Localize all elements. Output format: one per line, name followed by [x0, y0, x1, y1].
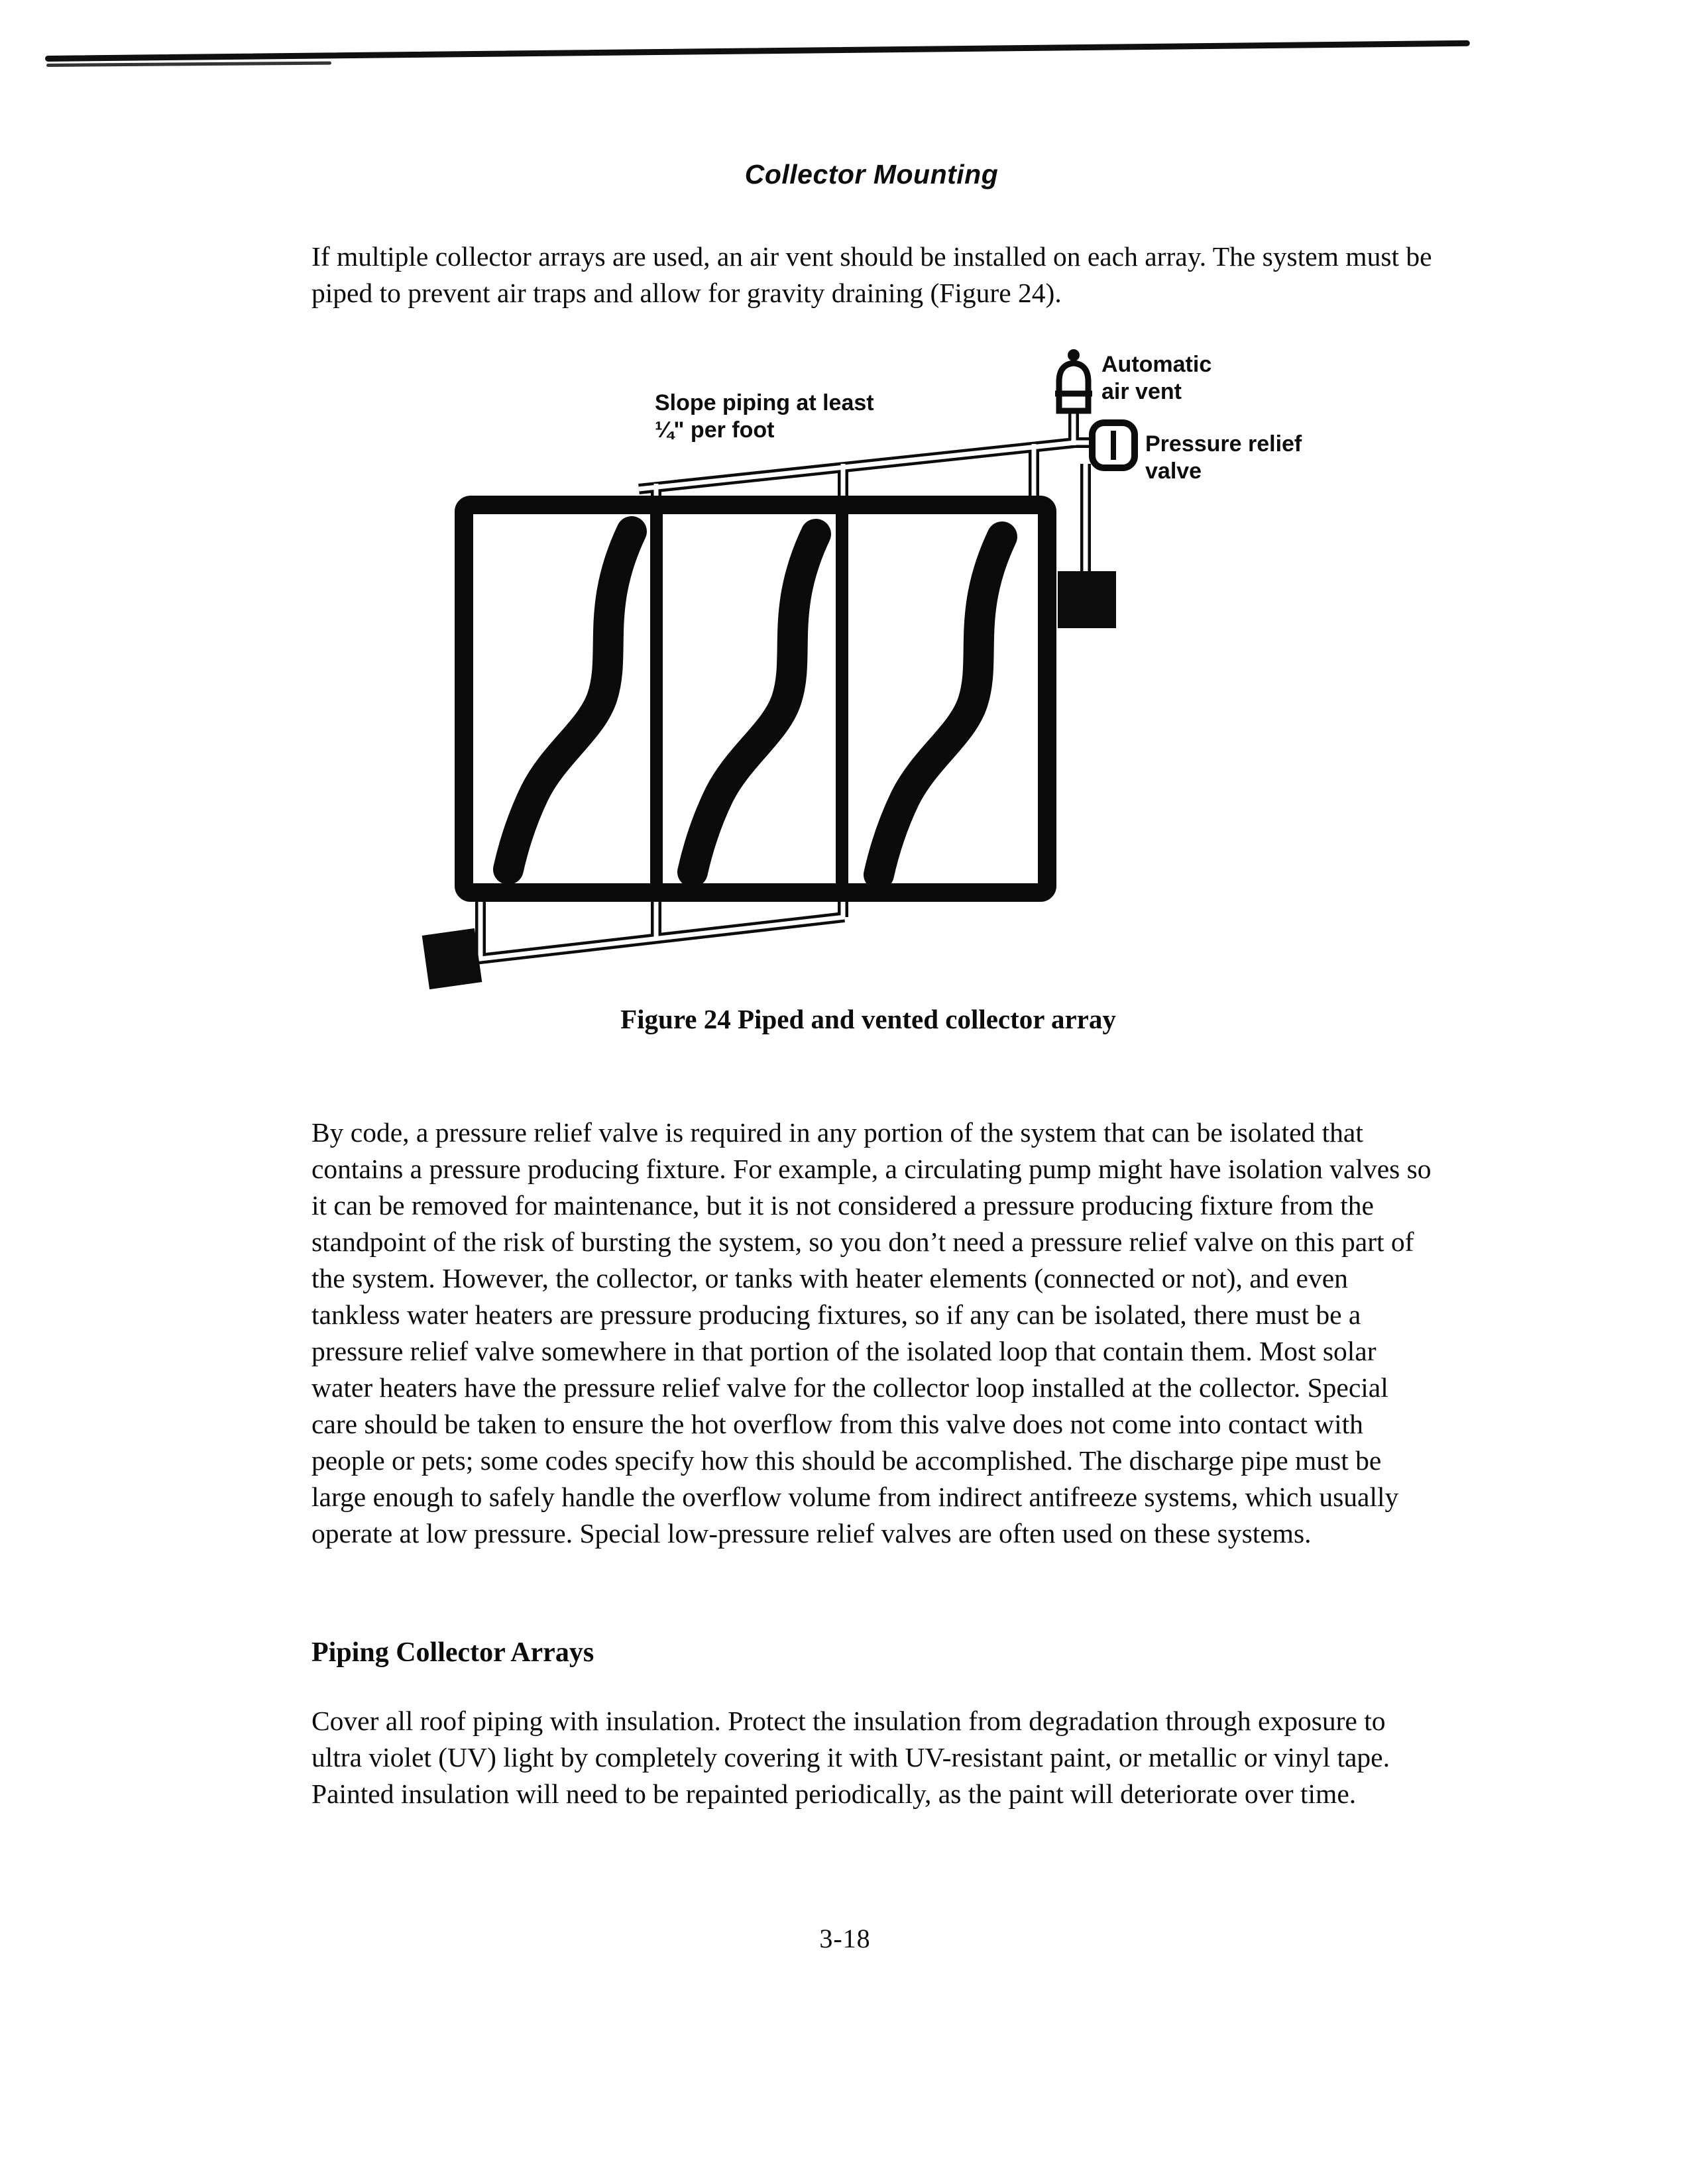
scan-artifact-line	[45, 40, 1470, 62]
air-vent-label-line1: Automatic	[1101, 352, 1212, 377]
section-heading: Piping Collector Arrays	[311, 1637, 594, 1668]
piping-insulation-paragraph: Cover all roof piping with insulation. Protect the insulation from degradation through exposure to ultra violet (UV) light by completely covering it with UV-resistant paint, or metallic or vinyl tape. Painted insulation will need to be repainted periodically, as the paint will deteriorate over time.	[311, 1706, 1390, 1809]
relief-valve-label-line2: valve	[1145, 459, 1202, 484]
slope-piping-label-line2: ¼" per foot	[655, 417, 775, 443]
air-vent-label	[1101, 351, 1211, 406]
automatic-air-vent-icon	[1059, 363, 1088, 411]
relief-valve-label-line1: Pressure relief	[1145, 431, 1302, 457]
intro-paragraph: If multiple collector arrays are used, an air vent should be installed on each array. The system must be piped to prevent air traps and allow for gravity draining (Figure 24).	[311, 241, 1432, 308]
air-vent-label-line2: air vent	[1101, 379, 1182, 404]
drain-outlet-block	[422, 928, 482, 989]
page-number: 3-18	[819, 1924, 871, 1953]
scan-artifact-line-secondary	[46, 62, 331, 67]
relief-valve-label	[1145, 431, 1302, 485]
discharge-outlet-block	[1058, 571, 1116, 628]
pressure-relief-paragraph: By code, a pressure relief valve is required in any portion of the system that can be isolated that contains a pressure producing fixture. For example, a circulating pump might have isolation valves so it can be removed for maintenance, but it is not considered a pressure producing fixture from the standpoint of the risk of bursting the system, so you don’t need a pressure relief valve on this part of the system. However, the collector, or tanks with heater elements (connected or not), and even tankless water heaters are pressure producing fixtures, so if any can be isolated, there must be a pressure relief valve somewhere in that portion of the isolated loop that contain them. Most solar water heaters have the pressure relief valve for the collector loop installed at the collector. Special care should be taken to ensure the hot overflow from this valve does not come into contact with people or pets; some codes specify how this should be accomplished. The discharge pipe must be large enough to safely handle the overflow volume from indirect antifreeze systems, which usually operate at low pressure. Special low-pressure relief valves are often used on these systems.	[311, 1117, 1432, 1549]
air-vent-cap-icon	[1068, 349, 1080, 361]
figure-caption: Figure 24 Piped and vented collector array	[620, 1004, 1116, 1034]
return-pipe	[448, 891, 844, 970]
running-header: Collector Mounting	[744, 159, 999, 190]
figure-24-diagram	[371, 331, 1365, 1014]
slope-piping-label-line1: Slope piping at least	[655, 390, 874, 415]
panel-divider	[650, 505, 663, 893]
panel-divider	[836, 505, 848, 893]
slope-piping-label	[655, 390, 874, 444]
